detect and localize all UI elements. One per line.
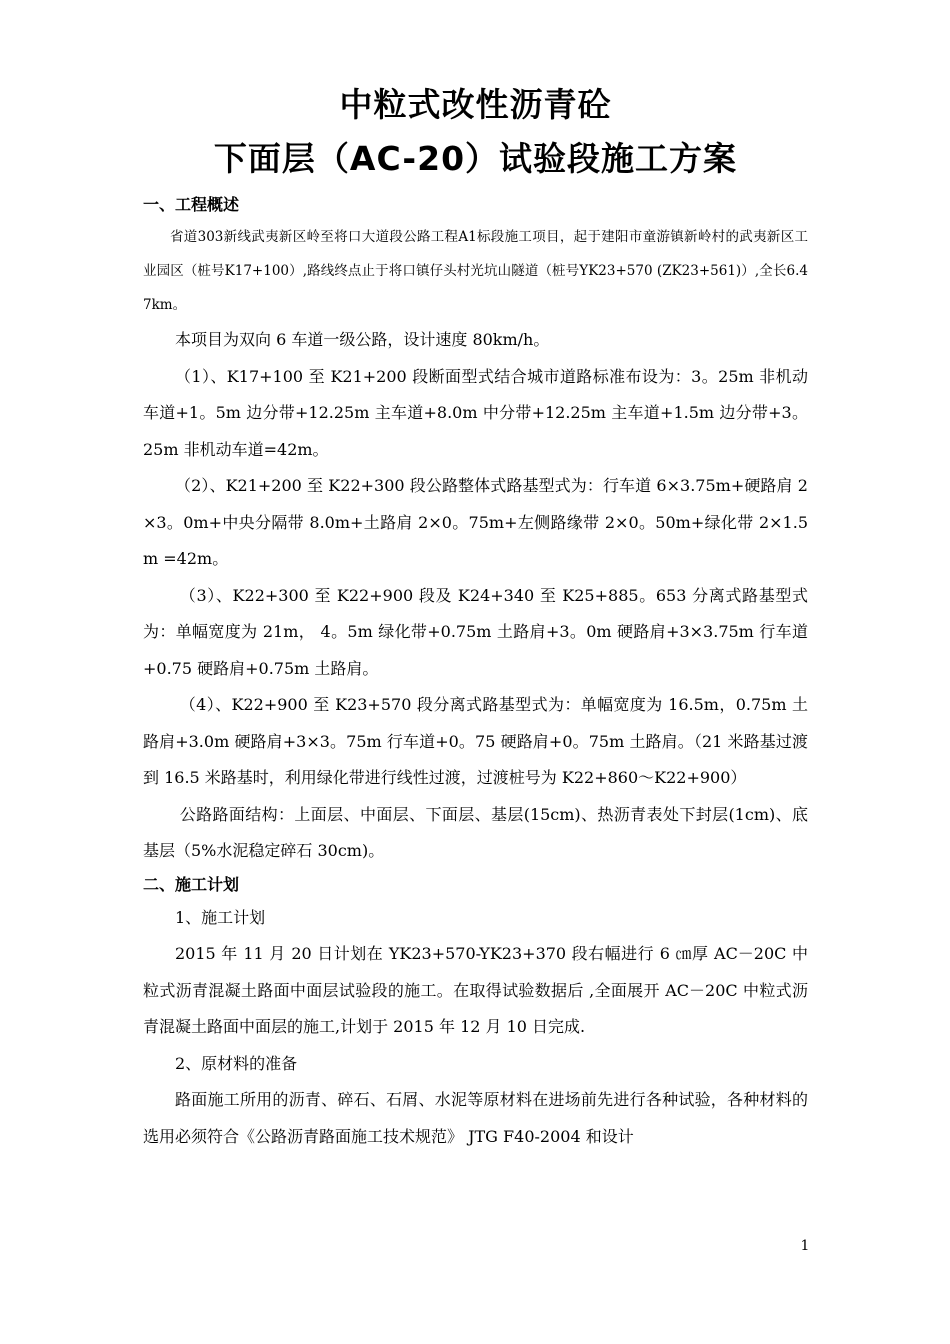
subheading-construction-plan: 1、施工计划: [175, 907, 266, 927]
paragraph-road-class: 本项目为双向 6 车道一级公路，设计速度 80km/h。: [175, 330, 550, 349]
document-title-line-1: 中粒式改性沥青砼: [339, 85, 612, 124]
paragraph-construction-plan: 2015 年 11 月 20 日计划在 YK23+570-YK23+370 段右幅进行 6 ㎝厚 AC－20C 中粒式沥青混凝土路面中面层试验段的施工。在取得试验数据后 ,全面展开 AC－20C 中粒式沥青混凝土路面中面层的施工,计划于 2015 年 12 月 10 日完成.: [143, 944, 808, 1036]
paragraph-segment-4: （4）、K22+900 至 K23+570 段分离式路基型式为：单幅宽度为 16.5m，0.75m 土路肩+3.0m 硬路肩+3×3。75m 行车道+0。75 硬路肩+0。75m 土路肩。（21 米路基过渡到 16.5 米路基时，利用绿化带进行线性过渡，过渡桩号为 K22+860～K22+900）: [143, 695, 808, 787]
section-heading-overview: 一、工程概述: [143, 195, 240, 214]
paragraph-materials: 路面施工所用的沥青、碎石、石屑、水泥等原材料在进场前先进行各种试验，各种材料的选用必须符合《公路沥青路面施工技术规范》 JTG F40-2004 和设计: [143, 1090, 808, 1146]
page-number: 1: [800, 1238, 810, 1254]
paragraph-segment-1: （1）、K17+100 至 K21+200 段断面型式结合城市道路标准布设为：3。25m 非机动车道+1。5m 边分带+12.25m 主车道+8.0m 中分带+12.25m 主车道+1.5m 边分带+3。25m 非机动车道=42m。: [143, 366, 808, 459]
section-heading-plan: 二、施工计划: [143, 874, 240, 894]
paragraph-pavement-structure: 公路路面结构：上面层、中面层、下面层、基层(15cm)、热沥青表处下封层(1cm)、底基层（5%水泥稳定碎石 30cm)。: [143, 804, 808, 860]
document-title-line-2: 下面层（AC-20）试验段施工方案: [213, 139, 738, 178]
subheading-materials: 2、原材料的准备: [175, 1053, 298, 1073]
paragraph-project-intro: 省道303新线武夷新区岭至将口大道段公路工程A1标段施工项目，起于建阳市童游镇新岭村的武夷新区工业园区（桩号K17+100）,路线终点止于将口镇仔头村光坑山隧道（桩号YK23+570 (ZK23+561)）,全长6.47km。: [143, 229, 808, 313]
document-body: [143, 78, 808, 1155]
paragraph-segment-2: （2）、K21+200 至 K22+300 段公路整体式路基型式为：行车道 6×3.75m+硬路肩 2×3。0m+中央分隔带 8.0m+土路肩 2×0。75m+左侧路缘带 2×0。50m+绿化带 2×1.5m =42m。: [143, 476, 808, 568]
paragraph-segment-3: （3）、K22+300 至 K22+900 段及 K24+340 至 K25+885。653 分离式路基型式为：单幅宽度为 21m， 4。5m 绿化带+0.75m 土路肩+3。0m 硬路肩+3×3.75m 行车道+0.75 硬路肩+0.75m 土路肩。: [143, 585, 808, 678]
